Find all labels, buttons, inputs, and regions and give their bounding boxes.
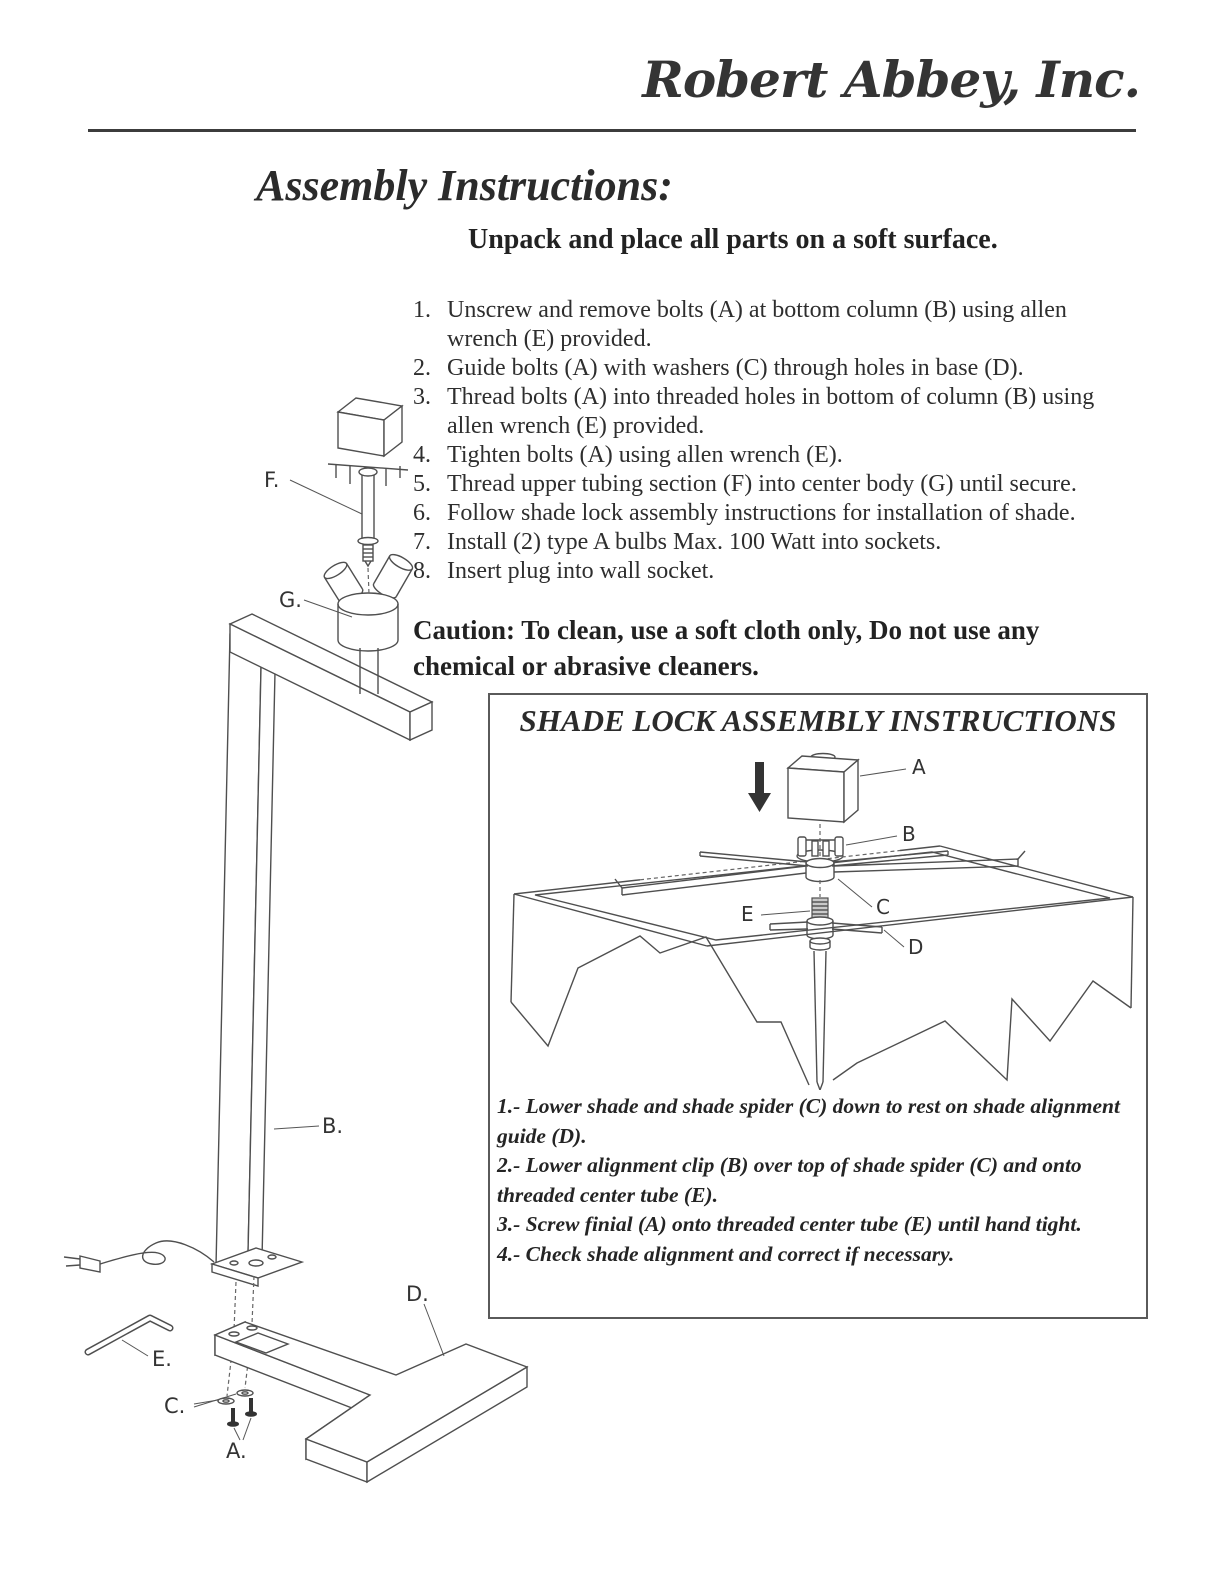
shade-instruction: 2.- Lower alignment clip (B) over top of shade spider (C) and onto threaded center tube (E). bbox=[497, 1153, 1082, 1207]
step-number: 8. bbox=[413, 558, 431, 584]
shade-instruction: 1.- Lower shade and shade spider (C) down to rest on shade alignment guide (D). bbox=[497, 1094, 1120, 1148]
lamp-pipe-drawing bbox=[814, 951, 826, 1090]
lamp-diagram bbox=[28, 390, 560, 1505]
lamp-label-upper-tube: F. bbox=[264, 468, 280, 492]
shade-label-spider: C bbox=[876, 895, 890, 919]
shade-label-clip: B bbox=[902, 822, 916, 846]
step-number: 4. bbox=[413, 442, 431, 468]
step-text: Insert plug into wall socket. bbox=[447, 558, 715, 584]
shade-instruction: 3.- Screw finial (A) onto threaded center tube (E) until hand tight. bbox=[497, 1212, 1082, 1236]
column-drawing bbox=[216, 622, 276, 1266]
finial-drawing bbox=[788, 754, 858, 823]
power-cord-drawing bbox=[64, 1241, 214, 1272]
brand-logo: Robert Abbey, Inc. bbox=[642, 50, 1140, 109]
alignment-guide-drawing bbox=[770, 917, 882, 950]
step-number: 2. bbox=[413, 355, 431, 381]
lamp-label-base: D. bbox=[406, 1282, 429, 1306]
page-title: Assembly Instructions: bbox=[256, 161, 673, 210]
shade-instruction: 4.- Check shade alignment and correct if necessary. bbox=[497, 1241, 955, 1266]
step-text: Thread upper tubing section (F) into center body (G) until secure. bbox=[447, 471, 1077, 497]
shade-lock-diagram bbox=[497, 738, 1143, 1090]
shade-lock-title: SHADE LOCK ASSEMBLY INSTRUCTIONS bbox=[519, 703, 1117, 738]
assembly-step bbox=[413, 354, 1103, 383]
shade-label-guide: D bbox=[908, 935, 924, 959]
caution-text: Caution: To clean, use a soft cloth only, Do not use any chemical or abrasive cleaners. bbox=[413, 615, 1040, 681]
step-text: Tighten bolts (A) using allen wrench (E). bbox=[447, 442, 843, 468]
base-drawing bbox=[215, 1322, 527, 1482]
lamp-label-wrench: E. bbox=[152, 1347, 172, 1371]
step-text: Unscrew and remove bolts (A) at bottom column (B) using allen wrench (E) provided. bbox=[447, 297, 1067, 352]
shade-lock-instructions bbox=[497, 1092, 1143, 1269]
header-rule bbox=[88, 129, 1136, 132]
step-text: Guide bolts (A) with washers (C) through holes in base (D). bbox=[447, 355, 1024, 381]
step-text: Thread bolts (A) into threaded holes in bottom of column (B) using allen wrench (E) provided. bbox=[447, 384, 1095, 439]
washers-drawing bbox=[218, 1390, 253, 1404]
lamp-label-washers: C. bbox=[164, 1394, 186, 1418]
lamp-label-column: B. bbox=[322, 1114, 344, 1138]
down-arrow-icon bbox=[748, 762, 771, 812]
subtitle: Unpack and place all parts on a soft surface. bbox=[468, 224, 998, 255]
lamp-label-center-body: G. bbox=[279, 588, 302, 612]
step-number: 3. bbox=[413, 384, 431, 410]
lamp-label-bolts: A. bbox=[226, 1439, 247, 1463]
shade-label-finial: A bbox=[912, 755, 926, 779]
assembly-step bbox=[413, 296, 1103, 354]
step-number: 6. bbox=[413, 500, 431, 526]
step-number: 7. bbox=[413, 529, 431, 555]
step-number: 5. bbox=[413, 471, 431, 497]
step-text: Install (2) type A bulbs Max. 100 Watt into sockets. bbox=[447, 529, 942, 555]
step-text: Follow shade lock assembly instructions for installation of shade. bbox=[447, 500, 1076, 526]
step-number: 1. bbox=[413, 297, 431, 323]
shade-label-tube: E bbox=[741, 902, 754, 926]
